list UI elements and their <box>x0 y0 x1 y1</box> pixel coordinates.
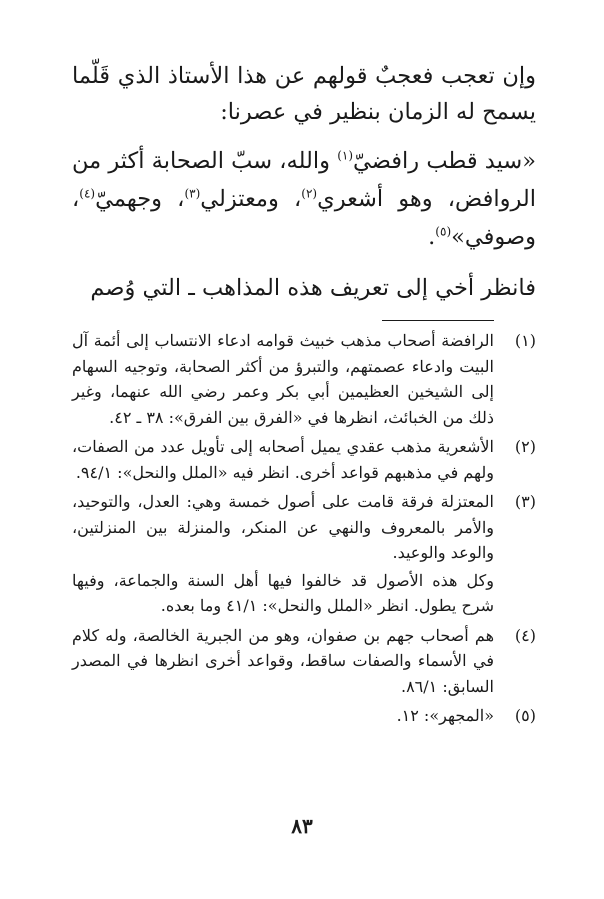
footnote-4 <box>72 623 536 700</box>
footnote-number: (٢) <box>514 437 536 456</box>
footnote-number: (١) <box>514 331 536 350</box>
footnote-number: (٥) <box>514 706 536 725</box>
quote-part-3: ، ومعتزلي <box>200 186 302 212</box>
footnote-2 <box>72 434 536 485</box>
footnote-ref-1: (١) <box>337 148 354 163</box>
footnote-ref-5: (٥) <box>435 224 452 239</box>
quote-part-6: . <box>428 224 436 250</box>
footnote-ref-4: (٤) <box>79 186 96 201</box>
footnote-text: الأشعرية مذهب عقدي يميل أصحابه إلى تأويل عدد من الصفات، ولهم في مذهبهم قواعد أخرى. انظر فيه «الملل والنحل»: ٩٤/١. <box>72 437 494 482</box>
paragraph-continuation: فانظر أخي إلى تعريف هذه المذاهب ـ التي وُصم <box>90 275 536 301</box>
footnote-text: المعتزلة فرقة قامت على أصول خمسة وهي: العدل، والتوحيد، والأمر بالمعروف والنهي عن المنكر، والمنزلة بين المنزلتين، والوعد والوعيد. <box>72 492 494 562</box>
footnote-5 <box>72 703 536 729</box>
footnote-text: الرافضة أصحاب مذهب خبيث قوامه ادعاء الانتساب إلى أئمة آل البيت وادعاء عصمتهم، والتبرؤ من أكثر الصحابة، وتوجيه السهام إلى الشيخين العظيمين أبي بكر وعمر رضي الله عنهما، وغير ذلك من الخبائث، انظرها في «الفرق بين الفرق»: ٣٨ ـ ٤٢. <box>72 331 494 427</box>
main-text <box>72 58 536 306</box>
footnote-text: «المجهر»: ١٢. <box>396 706 494 725</box>
quote-part-2: والله، سبّ الصحابة أكثر من الروافض، وهو أشعري <box>72 148 536 212</box>
footnote-ref-3: (٣) <box>184 186 201 201</box>
footnote-separator <box>382 320 494 321</box>
footnote-text: هم أصحاب جهم بن صفوان، وهو من الجبرية الخالصة، وله كلام في الأسماء والصفات ساقط، وقواعد أخرى انظرها في المصدر السابق: ٨٦/١. <box>72 625 494 696</box>
footnote-3 <box>72 489 536 619</box>
quote-part-1: «سيد قطب رافضيّ <box>353 148 537 174</box>
footnote-number: (٣) <box>514 492 536 511</box>
quote-part-4: ، وجهميّ <box>95 186 185 212</box>
quote-part-5: ، وصوفي» <box>72 186 536 250</box>
footnote-1 <box>72 328 536 430</box>
footnote-ref-2: (٢) <box>301 186 318 201</box>
quoted-statement <box>72 142 536 256</box>
paragraph-intro: وإن تعجب فعجبٌ قولهم عن هذا الأستاذ الذي قَلّما يسمح له الزمان بنظير في عصرنا: <box>72 63 536 125</box>
footnote-text-continued: وكل هذه الأصول قد خالفوا فيها أهل السنة والجماعة، وفيها شرح يطول. انظر «الملل والنحل»: ٤١/١ وما بعده. <box>72 570 494 615</box>
footnotes <box>72 328 536 733</box>
footnote-number: (٤) <box>514 625 536 645</box>
book-page <box>72 58 536 899</box>
page-number: ٨٣ <box>291 814 313 838</box>
